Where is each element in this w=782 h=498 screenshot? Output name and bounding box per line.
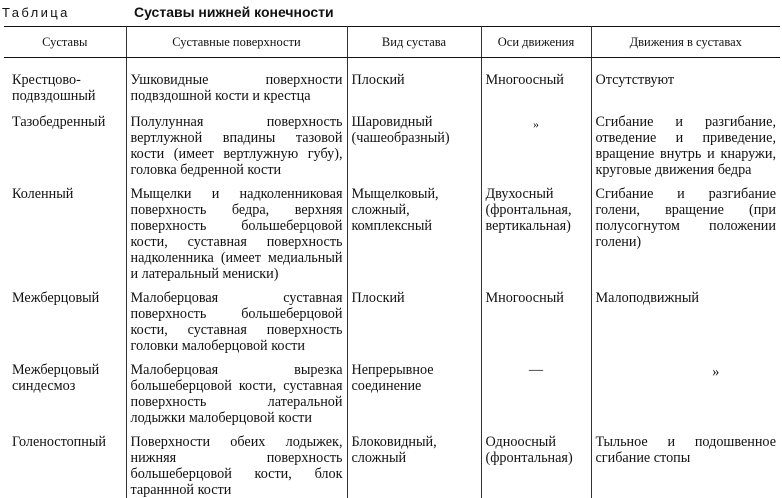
cell-axes: Многоосный [481, 58, 591, 112]
header-row [4, 27, 780, 58]
cell-surfaces: Полулунная поверхность вертлужной впадины тазовой кости (имеет вертлужную губу), головка бедренной кости [126, 111, 347, 183]
cell-surfaces: Мыщелки и надколенниковая поверхность бедра, верхняя поверхность большеберцовой кости, суставная поверхность надколенника (имеет медиальный и латеральный мениски) [126, 183, 347, 287]
header-type: Вид сустава [347, 27, 481, 58]
table-row [4, 431, 780, 498]
cell-movements: Отсутствуют [591, 58, 780, 112]
cell-type: Непрерывное соединение [347, 359, 481, 431]
joints-table [4, 26, 780, 498]
cell-joint: Крестцово-подвздошный [4, 58, 126, 112]
cell-type: Плоский [347, 287, 481, 359]
header-axes: Оси движения [481, 27, 591, 58]
header-joints: Суставы [4, 27, 126, 58]
table-row [4, 111, 780, 183]
table-caption [2, 4, 334, 22]
cell-movements: Сгибание и разгибание голени, вращение (при полусогнутом положении голени) [591, 183, 780, 287]
cell-movements: Малоподвижный [591, 287, 780, 359]
table-row [4, 58, 780, 112]
cell-joint: Межберцовый синдесмоз [4, 359, 126, 431]
cell-joint: Коленный [4, 183, 126, 287]
header-movements: Движения в суставах [591, 27, 780, 58]
cell-axes: — [481, 359, 591, 431]
cell-joint: Голеностопный [4, 431, 126, 498]
ditto-mark: » [596, 362, 777, 380]
cell-type: Шаровидный (чашеобразный) [347, 111, 481, 183]
caption-title: Суставы нижней конечности [134, 4, 334, 20]
cell-movements [591, 359, 780, 431]
cell-joint: Тазобедренный [4, 111, 126, 183]
joints-table-container [4, 26, 780, 498]
table-row [4, 359, 780, 431]
cell-axes [481, 111, 591, 183]
cell-surfaces: Поверхности обеих лодыжек, нижняя поверхность большеберцовой кости, блок тараннной кости [126, 431, 347, 498]
cell-axes: Двухосный (фронтальная, вертикальная) [481, 183, 591, 287]
table-body [4, 58, 780, 498]
caption-label: Таблица [2, 5, 130, 20]
cell-type: Плоский [347, 58, 481, 112]
cell-type: Мыщелковый, сложный, комплексный [347, 183, 481, 287]
cell-surfaces: Малоберцовая вырезка большеберцовой кости, суставная поверхность латеральной лодыжки малоберцовой кости [126, 359, 347, 431]
cell-joint: Межберцовый [4, 287, 126, 359]
cell-axes: Одноосный (фронтальная) [481, 431, 591, 498]
table-row [4, 183, 780, 287]
ditto-mark: » [533, 114, 539, 132]
cell-axes: Многоосный [481, 287, 591, 359]
cell-surfaces: Ушковидные поверхности подвздошной кости и крестца [126, 58, 347, 112]
table-row [4, 287, 780, 359]
cell-movements: Тыльное и подошвенное сгибание стопы [591, 431, 780, 498]
cell-surfaces: Малоберцовая суставная поверхность большеберцовой кости, суставная поверхность головки малоберцовой кости [126, 287, 347, 359]
table-header [4, 27, 780, 58]
cell-movements: Сгибание и разгибание, отведение и приведение, вращение внутрь и кнаружи, круговые движения бедра [591, 111, 780, 183]
cell-type: Блоковидный, сложный [347, 431, 481, 498]
header-surfaces: Суставные поверхности [126, 27, 347, 58]
